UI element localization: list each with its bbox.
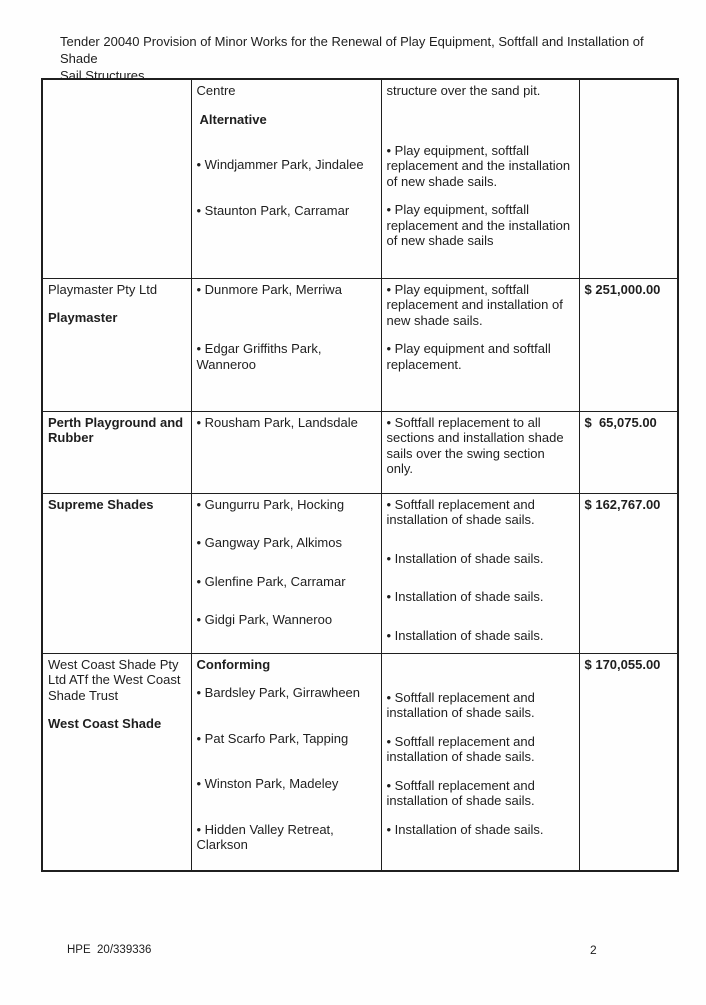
work-item: • Play equipment, softfall replacement and the installation of new shade sails. (386, 142, 571, 189)
park-item: • Winston Park, Madeley (196, 776, 339, 791)
tenderer-name: Playmaster Pty Ltd (48, 281, 158, 297)
park-item: • Edgar Griffiths Park, Wanneroo (196, 341, 322, 372)
price-cell (579, 79, 678, 278)
works-cell (381, 493, 579, 653)
header-line-2: Sail Structures. (60, 68, 149, 83)
parks-cell (191, 653, 381, 871)
park-item: • Bardsley Park, Girrawheen (196, 685, 361, 700)
price-cell: $ 162,767.00 (579, 493, 678, 653)
page-number: 2 (590, 943, 597, 957)
work-item: • Play equipment and softfall replacement. (386, 341, 551, 372)
tender-results-table (41, 78, 679, 872)
table-row (42, 411, 678, 493)
work-item: • Installation of shade sails. (386, 627, 544, 643)
park-item: • Hidden Valley Retreat, Clarkson (196, 821, 334, 852)
page-title (60, 33, 660, 84)
table-row (42, 278, 678, 411)
footer-reference: HPE 20/339336 (67, 944, 152, 956)
work-item: • Installation of shade sails. (386, 589, 544, 604)
parks-cell (191, 493, 381, 653)
conforming-heading: Conforming (196, 656, 271, 672)
park-item: • Dunmore Park, Merriwa (196, 281, 342, 297)
work-item: • Softfall replacement and installation of shade sails. (386, 733, 535, 764)
work-item: • Softfall replacement and installation of shade sails. (386, 689, 535, 720)
alternative-heading: Alternative (199, 111, 267, 127)
tenderer-trading-name: West Coast Shade (48, 716, 162, 731)
tenderer-cell (42, 278, 191, 411)
park-item: • Staunton Park, Carramar (196, 202, 350, 218)
park-item: • Gidgi Park, Wanneroo (196, 612, 333, 627)
work-item: structure over the sand pit. (386, 83, 541, 98)
tenderer-cell (42, 653, 191, 871)
park-item: • Glenfine Park, Carramar (196, 573, 346, 589)
work-item: • Softfall replacement and installation of shade sails. (386, 496, 535, 527)
works-cell (381, 79, 579, 278)
price-cell: $ 65,075.00 (579, 411, 678, 493)
works-cell (381, 411, 579, 493)
tenderer-cell (42, 411, 191, 493)
works-cell (381, 278, 579, 411)
tenderer-name: Supreme Shades (48, 496, 154, 512)
work-item: • Softfall replacement and installation of shade sails. (386, 777, 535, 808)
price-cell: $ 170,055.00 (579, 653, 678, 871)
work-item: • Play equipment, softfall replacement and the installation of new shade sails (386, 202, 571, 248)
park-item: • Gungurru Park, Hocking (196, 496, 345, 512)
table-row (42, 79, 678, 278)
park-item: • Rousham Park, Landsdale (196, 414, 358, 430)
work-item: • Installation of shade sails. (386, 821, 544, 837)
park-item: Centre (196, 83, 236, 98)
works-cell (381, 653, 579, 871)
tenderer-cell (42, 493, 191, 653)
tenderer-name: West Coast Shade Pty Ltd ATf the West Coast Shade Trust (48, 656, 181, 703)
tenderer-trading-name: Playmaster (48, 310, 118, 325)
tenderer-cell (42, 79, 191, 278)
parks-cell (191, 411, 381, 493)
park-item: • Pat Scarfo Park, Tapping (196, 730, 349, 746)
price-cell: $ 251,000.00 (579, 278, 678, 411)
work-item: • Installation of shade sails. (386, 550, 544, 566)
park-item: • Gangway Park, Alkimos (196, 535, 342, 550)
tenderer-name: Perth Playground and Rubber (48, 414, 184, 445)
work-item: • Play equipment, softfall replacement and installation of new shade sails. (386, 281, 563, 328)
header-line-1: Tender 20040 Provision of Minor Works for the Renewal of Play Equipment, Softfall and Installation of Shade (60, 34, 644, 66)
parks-cell (191, 278, 381, 411)
park-item: • Windjammer Park, Jindalee (196, 157, 364, 172)
parks-cell (191, 79, 381, 278)
table-row (42, 493, 678, 653)
work-item: • Softfall replacement to all sections and installation shade sails over the swing section only. (386, 414, 564, 476)
table-row (42, 653, 678, 871)
